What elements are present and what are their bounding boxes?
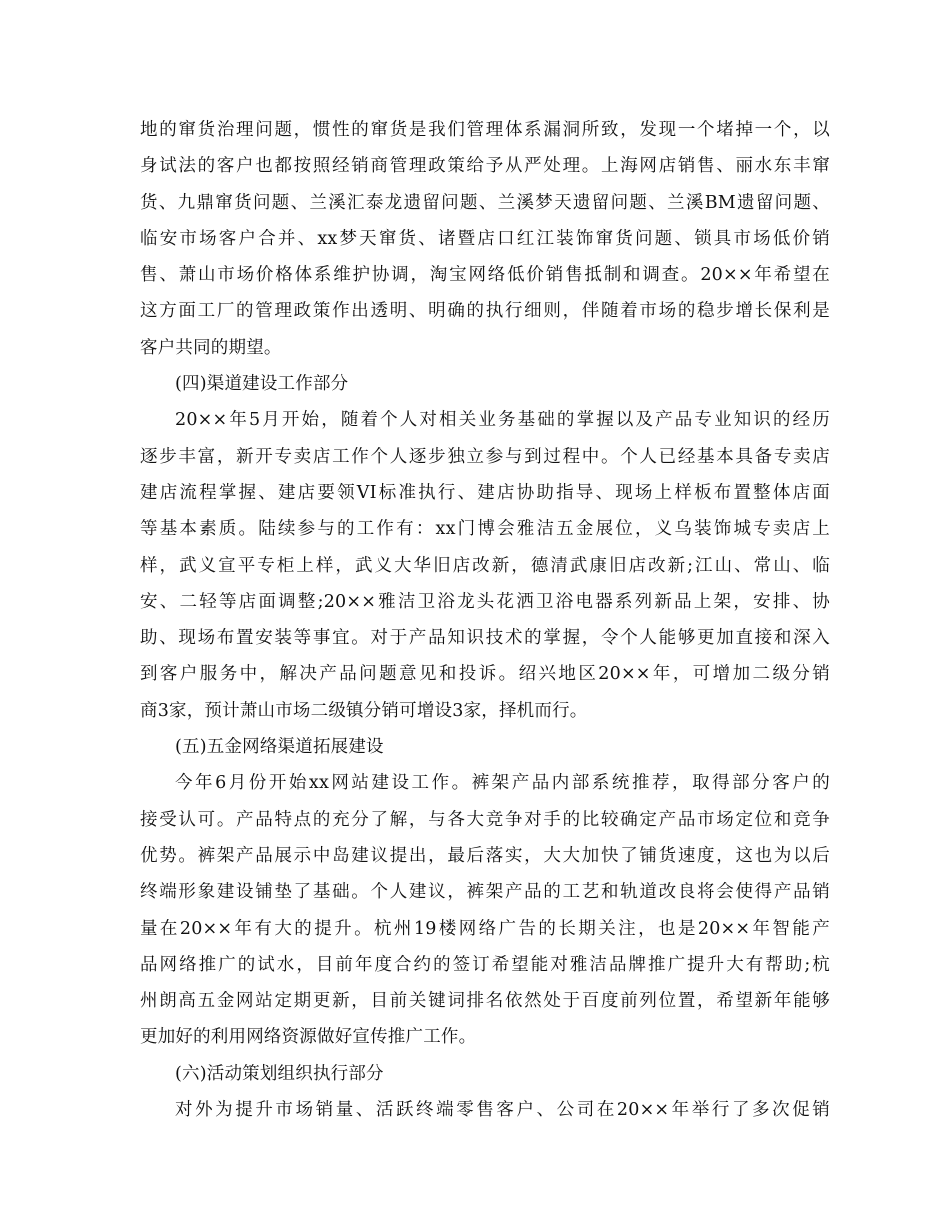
paragraph-first-line: 20××年5月开始，随着个人对相关业务基础的掌握以及产品专业知识的经历	[175, 410, 830, 431]
body-text-line: 量在20××年有大的提升。杭州19楼网络广告的长期关注，也是20××年智能产	[140, 918, 830, 939]
body-text-line: 安、二轻等店面调整;20××雅洁卫浴龙头花洒卫浴电器系列新品上架，安排、协	[140, 591, 830, 612]
body-text-line: 货、九鼎窜货问题、兰溪汇泰龙遗留问题、兰溪梦天遗留问题、兰溪BM遗留问题、	[140, 192, 830, 213]
body-text-line: 建店流程掌握、建店要领VI标准执行、建店协助指导、现场上样板布置整体店面	[140, 482, 830, 503]
body-text-line: 更加好的利用网络资源做好宣传推广工作。	[140, 1027, 477, 1048]
body-text-line: 助、现场布置安装等事宜。对于产品知识技术的掌握，令个人能够更加直接和深入	[140, 628, 830, 649]
body-text-line: 这方面工厂的管理政策作出透明、明确的执行细则，伴随着市场的稳步增长保利是	[140, 301, 830, 322]
body-text-line: 临安市场客户合并、xx梦天窜货、诸暨店口红江装饰窜货问题、锁具市场低价销	[140, 228, 830, 249]
body-text-line: 售、萧山市场价格体系维护协调，淘宝网络低价销售抵制和调查。20××年希望在	[140, 265, 830, 286]
body-text-line: 州朗高五金网站定期更新，目前关键词排名依然处于百度前列位置，希望新年能够	[140, 991, 830, 1012]
body-text-line: 身试法的客户也都按照经销商管理政策给予从严处理。上海网店销售、丽水东丰窜	[140, 156, 830, 177]
document-body	[140, 112, 830, 1128]
body-text-line: 终端形象建设铺垫了基础。个人建议，裤架产品的工艺和轨道改良将会使得产品销	[140, 882, 830, 903]
body-text-line: 地的窜货治理问题，惯性的窜货是我们管理体系漏洞所致，发现一个堵掉一个，以	[140, 120, 830, 140]
body-text-line: 品网络推广的试水，目前年度合约的签订希望能对雅洁品牌推广提升大有帮助;杭	[140, 954, 830, 975]
body-text-line: 接受认可。产品特点的充分了解，与各大竞争对手的比较确定产品市场定位和竞争	[140, 809, 830, 830]
body-text-line: 商3家，预计萧山市场二级镇分销可增设3家，择机而行。	[140, 700, 588, 721]
section-heading: (六)活动策划组织执行部分	[175, 1063, 384, 1084]
paragraph-first-line: 对外为提升市场销量、活跃终端零售客户、公司在20××年举行了多次促销	[175, 1100, 830, 1121]
section-heading: (五)五金网络渠道拓展建设	[175, 737, 384, 758]
body-text-line: 样，武义宣平专柜上样，武义大华旧店改新，德清武康旧店改新;江山、常山、临	[140, 555, 830, 576]
section-heading: (四)渠道建设工作部分	[175, 374, 349, 395]
body-text-line: 等基本素质。陆续参与的工作有：xx门博会雅洁五金展位，义乌装饰城专卖店上	[140, 519, 830, 540]
body-text-line: 到客户服务中，解决产品问题意见和投诉。绍兴地区20××年，可增加二级分销	[140, 664, 830, 685]
body-text-line: 逐步丰富，新开专卖店工作个人逐步独立参与到过程中。个人已经基本具备专卖店	[140, 446, 830, 467]
paragraph-first-line: 今年6月份开始xx网站建设工作。裤架产品内部系统推荐，取得部分客户的	[175, 773, 830, 794]
body-text-line: 客户共同的期望。	[140, 337, 282, 358]
body-text-line: 优势。裤架产品展示中岛建议提出，最后落实，大大加快了铺货速度，这也为以后	[140, 845, 830, 866]
